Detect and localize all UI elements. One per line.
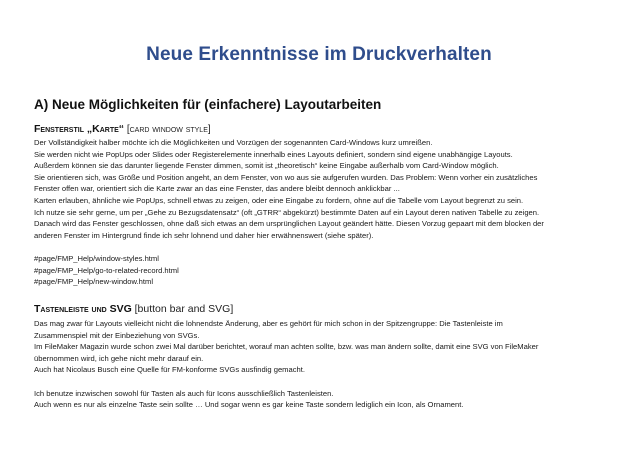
subsection-title: Tastenleiste und SVG — [34, 303, 132, 315]
help-links — [34, 253, 179, 288]
card-window-paragraph — [34, 137, 614, 241]
subsection-title: Fensterstil „Karte“ — [34, 123, 125, 135]
help-link-window-styles[interactable]: #page/FMP_Help/window-styles.html — [34, 254, 159, 263]
paragraph-spacer — [34, 376, 614, 388]
help-link-new-window[interactable]: #page/FMP_Help/new-window.html — [34, 277, 154, 287]
paragraph-line: Zusammenspiel mit der Einbeziehung von SVGs. — [34, 330, 200, 340]
paragraph-line: Karten erlauben, ähnliche wie PopUps, schnell etwas zu zeigen, oder eine Eingabe zu fordern, ohne auf die Tabelle vom Layout begrenzt zu sein. — [34, 195, 524, 205]
subsection-heading-button-bar — [34, 303, 233, 315]
help-link-go-to-related-record[interactable]: #page/FMP_Help/go-to-related-record.html — [34, 265, 179, 275]
paragraph-line: Das mag zwar für Layouts vielleicht nicht die lohnendste Änderung, aber es gehört für mich schon in der Spitzengruppe: Die Tastenleiste im — [34, 319, 503, 328]
subsection-subtitle: [card window style] — [126, 124, 211, 135]
paragraph-line: anderen Fenster im Hintergrund finde ich sehr lohnend und daher hier erwähnenswert (siehe später). — [34, 230, 374, 240]
subsection-subtitle: [button bar and SVG] — [134, 303, 234, 315]
paragraph-line: Ich benutze inzwischen sowohl für Tasten als auch für Icons ausschließlich Tastenleisten. — [34, 388, 334, 398]
section-heading: A) Neue Möglichkeiten für (einfachere) Layoutarbeiten — [34, 97, 382, 112]
paragraph-line: Auch wenn es nur als einzelne Taste sein sollte … Und sogar wenn es gar keine Taste sondern lediglich ein Icon, als Ornament. — [34, 400, 464, 410]
paragraph-line: Danach wird das Fenster geschlossen, ohne daß sich etwas an dem ursprünglichen Layout geändert hätte. Diesen Vorzug gepaart mit dem blocken der — [34, 219, 544, 229]
paragraph-line: Auch hat Nicolaus Busch eine Quelle für FM-konforme SVGs ausfindig gemacht. — [34, 365, 305, 375]
paragraph-line: Sie orientieren sich, was Größe und Position angeht, an dem Fenster, von wo aus sie aufgerufen wurden. Das Problem: Wenn vorher ein zusätzliches — [34, 172, 538, 182]
paragraph-line: übernommen wird, ich gehe nicht mehr darauf ein. — [34, 353, 204, 363]
paragraph-line: Im FileMaker Magazin wurde schon zwei Mal darüber berichtet, worauf man achten sollte, bzw. was man ändern sollte, damit eine SVG von FileMaker — [34, 342, 539, 352]
button-bar-paragraph — [34, 318, 614, 411]
subsection-heading-card-window — [34, 123, 211, 135]
page-title: Neue Erkenntnisse im Druckverhalten — [146, 44, 492, 65]
paragraph-line: Ich nutze sie sehr gerne, um per „Gehe zu Bezugsdatensatz“ (oft „GTRR“ abgekürzt) bestimmte Daten auf ein Layout deren nativen Tabelle zu zeigen. — [34, 207, 540, 217]
paragraph-line: Der Vollständigkeit halber möchte ich die Möglichkeiten und Vorzügen der sogenannten Card-Windows kurz umreißen. — [34, 138, 433, 147]
paragraph-line: Außerdem können sie das darunter liegende Fenster dimmen, somit ist „theoretisch“ keine Eingabe außerhalb vom Card-Window möglich. — [34, 161, 499, 171]
paragraph-line: Fenster offen war, orientiert sich die Karte zwar an das eine Fenster, das andere bleibt dennoch anklickbar ... — [34, 184, 400, 194]
paragraph-line: Sie werden nicht wie PopUps oder Slides oder Registerelemente innerhalb eines Layouts definiert, sondern sind eigene unabhängige Layouts. — [34, 149, 513, 159]
